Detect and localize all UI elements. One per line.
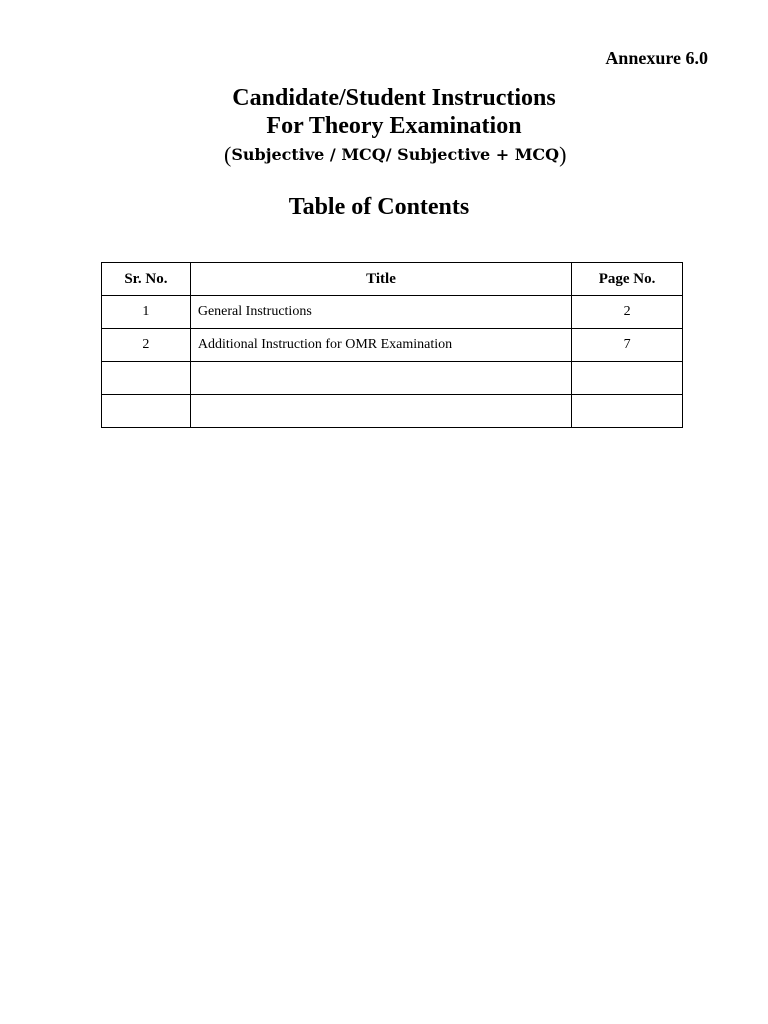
- toc-table: [101, 262, 683, 428]
- row-sr-no: [102, 395, 191, 428]
- table-row: [102, 395, 683, 428]
- toc-header-row: [102, 263, 683, 296]
- toc-heading: Table of Contents: [288, 194, 470, 220]
- table-row: [102, 329, 683, 362]
- row-title: Additional Instruction for OMR Examination: [190, 329, 571, 362]
- document-heading: [0, 84, 768, 140]
- scope-text: Subjective / MCQ/ Subjective + MCQ: [231, 145, 560, 164]
- table-row: [102, 296, 683, 329]
- scope-close-paren: ): [559, 142, 567, 167]
- row-page-no: 2: [572, 296, 683, 329]
- row-page-no: 7: [572, 329, 683, 362]
- row-page-no: [572, 362, 683, 395]
- annexure-label: Annexure 6.0: [605, 48, 708, 68]
- header-page-no: Page No.: [572, 263, 683, 296]
- header-title: Title: [190, 263, 571, 296]
- document-title: Candidate/Student Instructions: [232, 85, 556, 111]
- header-sr-no: Sr. No.: [102, 263, 191, 296]
- row-title: General Instructions: [190, 296, 571, 329]
- row-sr-no: 1: [102, 296, 191, 329]
- row-page-no: [572, 395, 683, 428]
- exam-scope: [224, 142, 566, 168]
- document-subtitle: For Theory Examination: [266, 113, 522, 139]
- row-sr-no: 2: [102, 329, 191, 362]
- row-sr-no: [102, 362, 191, 395]
- row-title: [190, 362, 571, 395]
- row-title: [190, 395, 571, 428]
- scope-open-paren: (: [224, 142, 232, 167]
- table-row: [102, 362, 683, 395]
